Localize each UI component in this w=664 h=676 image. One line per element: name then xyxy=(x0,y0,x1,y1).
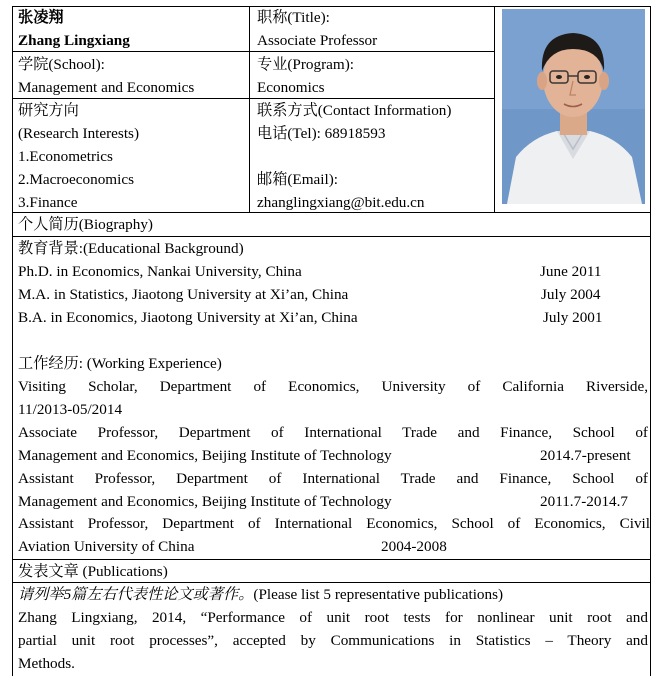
publication-line: Zhang Lingxiang, 2014, “Performance of unit root tests for nonlinear unit root and xyxy=(18,609,648,626)
education-degree: Ph.D. in Economics, Nankai University, China xyxy=(18,263,302,280)
publications-instruction xyxy=(18,583,503,606)
program-label: 专业(Program): xyxy=(257,56,355,73)
research-label-en: (Research Interests) xyxy=(18,125,140,142)
name-cn: 张凌翔 xyxy=(18,9,64,26)
contact-label: 联系方式(Contact Information) xyxy=(257,102,452,119)
name-en: Zhang Lingxiang xyxy=(18,32,130,49)
divider-col2 xyxy=(494,6,495,212)
work-entry-line: Visiting Scholar, Department of Economics, University of California Riverside, xyxy=(18,378,648,395)
school-value: Management and Economics xyxy=(18,79,195,96)
work-entry-line: Aviation University of China xyxy=(18,538,195,555)
work-entry-line: 11/2013-05/2014 xyxy=(18,401,123,418)
work-entry-date: 2011.7-2014.7 xyxy=(540,493,629,510)
work-entry-line: Assistant Professor, Department of International Economics, School of Economics, Civil xyxy=(18,515,650,532)
border-top xyxy=(12,6,650,7)
research-item: 3.Finance xyxy=(18,194,78,211)
research-label-cn: 研究方向 xyxy=(18,102,79,119)
work-entry-line: Management and Economics, Beijing Institute of Technology xyxy=(18,447,392,464)
publications-instruction-cn: 请列举5篇左右代表性论文或著作。 xyxy=(18,586,254,603)
biography-heading: 个人简历(Biography) xyxy=(18,216,153,233)
work-entry-date: 2014.7-present xyxy=(540,447,631,464)
contact-tel: 电话(Tel): 68918593 xyxy=(257,125,386,142)
research-item: 1.Econometrics xyxy=(18,148,113,165)
contact-email-label: 邮箱(Email): xyxy=(257,171,338,188)
publications-heading: 发表文章 (Publications) xyxy=(18,563,168,580)
work-entry-line: Management and Economics, Beijing Institute of Technology xyxy=(18,493,392,510)
work-heading: 工作经历: (Working Experience) xyxy=(18,355,222,372)
school-label: 学院(School): xyxy=(18,56,105,73)
program-value: Economics xyxy=(257,79,325,96)
education-degree: B.A. in Economics, Jiaotong University at Xi’an, China xyxy=(18,309,358,326)
research-item: 2.Macroeconomics xyxy=(18,171,134,188)
title-label: 职称(Title): xyxy=(257,9,330,26)
education-date: July 2001 xyxy=(543,309,603,326)
divider-col1 xyxy=(249,6,250,212)
publications-instruction-en: (Please list 5 representative publications) xyxy=(253,586,504,603)
publication-line: Methods. xyxy=(18,655,75,672)
work-entry-line: Associate Professor, Department of International Trade and Finance, School of xyxy=(18,424,648,441)
portrait-photo xyxy=(502,9,645,204)
work-entry-date: 2004-2008 xyxy=(381,538,447,555)
border-left xyxy=(12,6,13,676)
education-heading: 教育背景:(Educational Background) xyxy=(18,240,244,257)
education-date: June 2011 xyxy=(540,263,602,280)
publication-line: partial unit root processes”, accepted by Communications in Statistics – Theory and xyxy=(18,632,648,649)
portrait-icon xyxy=(502,9,645,204)
work-entry-line: Assistant Professor, Department of International Trade and Finance, School of xyxy=(18,470,648,487)
contact-email-value[interactable]: zhanglingxiang@bit.edu.cn xyxy=(257,194,425,211)
education-date: July 2004 xyxy=(541,286,601,303)
education-degree: M.A. in Statistics, Jiaotong University at Xi’an, China xyxy=(18,286,349,303)
title-value: Associate Professor xyxy=(257,32,378,49)
border-right xyxy=(650,6,651,676)
